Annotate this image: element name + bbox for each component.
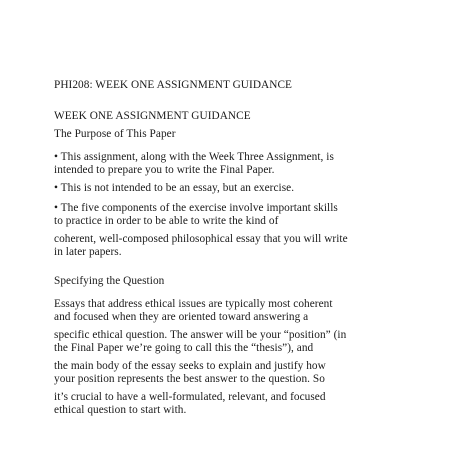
paragraph-4-line-1: it’s crucial to have a well-formulated, relevant, and focused: [54, 391, 326, 403]
paragraph-2-line-1: specific ethical question. The answer will be your “position” (in: [54, 329, 347, 341]
continuation-line-1: coherent, well-composed philosophical essay that you will write: [54, 233, 348, 245]
bullet-1-line-2: intended to prepare you to write the Final Paper.: [54, 164, 275, 176]
document-title: WEEK ONE ASSIGNMENT GUIDANCE: [54, 110, 251, 122]
paragraph-1-line-1: Essays that address ethical issues are typically most coherent: [54, 298, 333, 310]
document-header: PHI208: WEEK ONE ASSIGNMENT GUIDANCE: [54, 79, 292, 91]
continuation-line-2: in later papers.: [54, 246, 122, 258]
section-heading-question: Specifying the Question: [54, 275, 165, 287]
paragraph-2-line-2: the Final Paper we’re going to call this the “thesis”), and: [54, 342, 314, 354]
paragraph-4-line-2: ethical question to start with.: [54, 404, 187, 416]
bullet-1-line-1: • This assignment, along with the Week Three Assignment, is: [54, 151, 334, 163]
bullet-3-line-2: to practice in order to be able to write the kind of: [54, 215, 279, 227]
paragraph-3-line-1: the main body of the essay seeks to explain and justify how: [54, 360, 326, 372]
paragraph-1-line-2: and focused when they are oriented toward answering a: [54, 311, 309, 323]
paragraph-3-line-2: your position represents the best answer to the question. So: [54, 373, 325, 385]
bullet-3-line-1: • The five components of the exercise involve important skills: [54, 202, 338, 214]
section-heading-purpose: The Purpose of This Paper: [54, 128, 176, 140]
bullet-2: • This is not intended to be an essay, but an exercise.: [54, 182, 295, 194]
